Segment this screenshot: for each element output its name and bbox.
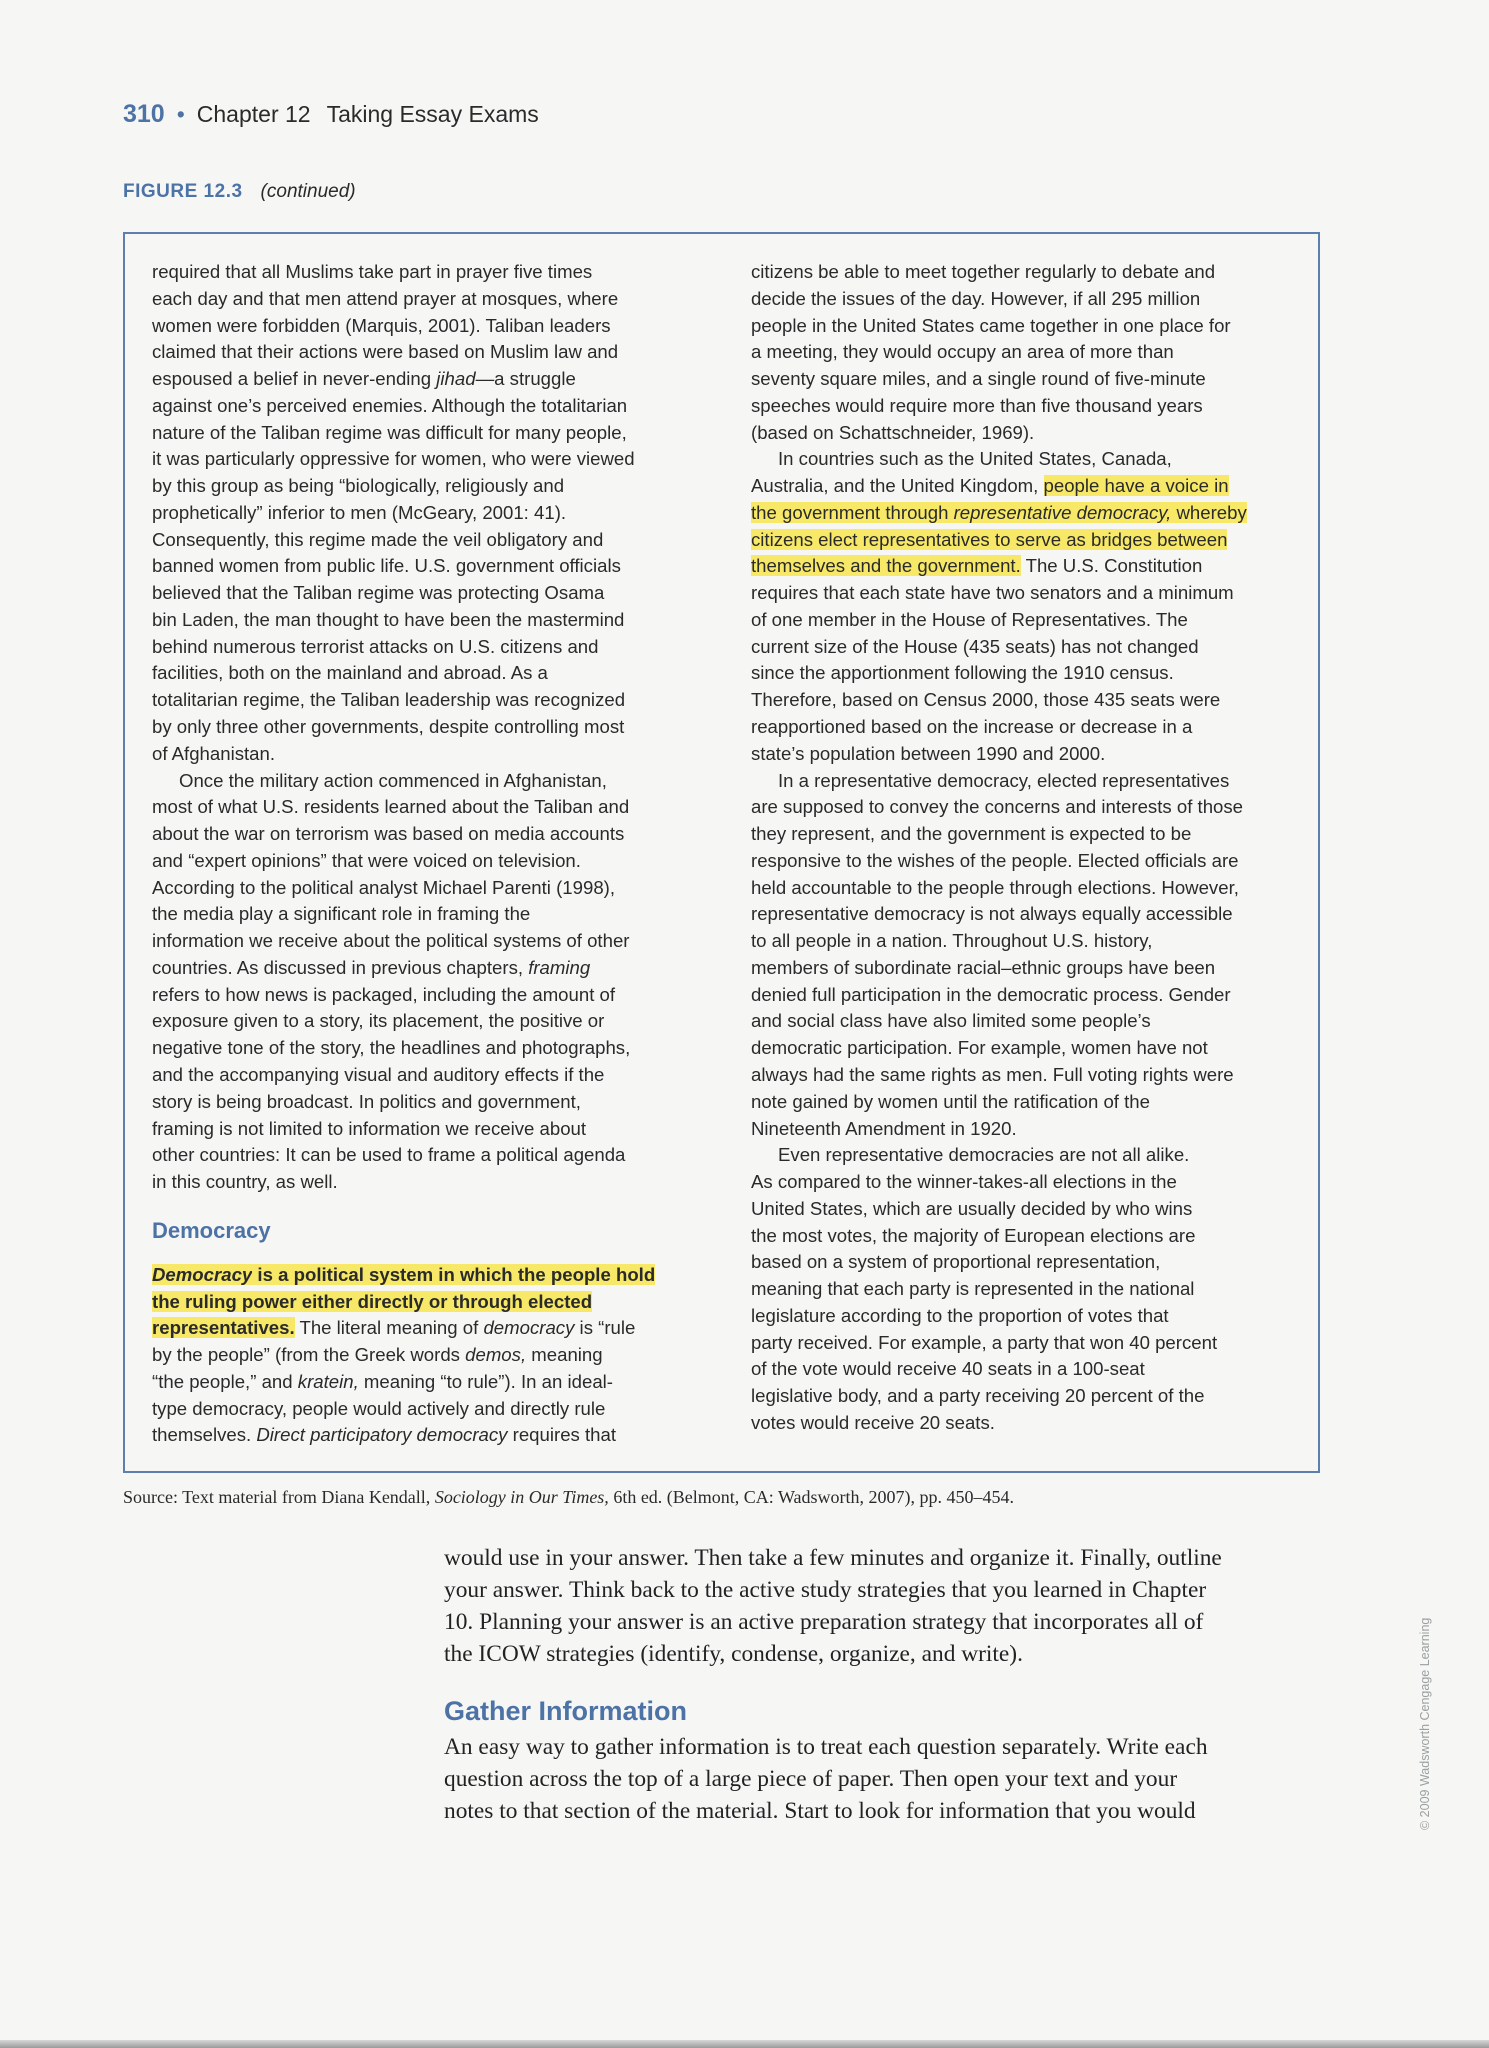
text-line	[751, 553, 1296, 580]
text-line	[152, 1396, 697, 1423]
text-segment: votes would receive 20 seats.	[751, 1411, 995, 1433]
text-line	[152, 848, 697, 875]
text-line	[152, 1369, 697, 1396]
text-segment: and the accompanying visual and auditory effects if the	[152, 1063, 605, 1085]
text-segment: since the apportionment following the 1910 census.	[751, 662, 1174, 684]
text-segment: they represent, and the government is expected to be	[751, 823, 1192, 845]
text-line	[152, 794, 697, 821]
text-line	[152, 928, 697, 955]
text-line	[751, 259, 1296, 286]
text-line	[751, 794, 1296, 821]
text-segment: based on a system of proportional representation,	[751, 1251, 1161, 1273]
text-segment: state’s population between 1990 and 2000.	[751, 742, 1106, 764]
left-column	[152, 259, 697, 1449]
running-header	[123, 100, 539, 129]
text-segment: other countries: It can be used to frame a political agenda	[152, 1144, 626, 1166]
text-segment: espoused a belief in never-ending	[152, 368, 437, 390]
left-column-lines-after	[152, 1262, 697, 1449]
text-segment: In countries such as the United States, Canada,	[778, 448, 1172, 470]
text-line	[751, 901, 1296, 928]
text-segment: of the vote would receive 40 seats in a 100-seat	[751, 1358, 1145, 1380]
text-segment: democratic participation. For example, women have not	[751, 1037, 1208, 1059]
text-line	[751, 500, 1296, 527]
text-line	[152, 1035, 697, 1062]
text-segment: the most votes, the majority of European elections are	[751, 1224, 1196, 1246]
text-line	[152, 1289, 697, 1316]
text-segment: An easy way to gather information is to treat each question separately. Write each	[444, 1734, 1208, 1760]
text-line	[751, 1089, 1296, 1116]
text-segment: Nineteenth Amendment in 1920.	[751, 1117, 1017, 1139]
text-segment: it was particularly oppressive for women, who were viewed	[152, 448, 635, 470]
text-line	[751, 634, 1296, 661]
highlighted-text: the ruling power either directly or through elected	[152, 1290, 593, 1312]
chapter-label: Chapter 12	[196, 101, 311, 127]
text-line	[751, 768, 1296, 795]
text-line	[751, 527, 1296, 554]
text-line	[751, 875, 1296, 902]
text-line	[751, 1356, 1296, 1383]
text-line	[152, 1142, 697, 1169]
text-segment: meaning “to rule”). In an ideal-	[358, 1370, 613, 1392]
text-segment: prophetically” inferior to men (McGeary, 2001: 41).	[152, 501, 567, 523]
text-segment: about the war on terrorism was based on media accounts	[152, 823, 625, 845]
right-column	[751, 259, 1296, 1437]
text-segment: totalitarian regime, the Taliban leadership was recognized	[152, 689, 626, 711]
text-line	[152, 768, 697, 795]
text-segment: —a struggle	[475, 368, 576, 390]
text-segment: your answer. Think back to the active study strategies that you learned in Chapter	[444, 1577, 1207, 1603]
text-segment: banned women from public life. U.S. government officials	[152, 555, 621, 577]
text-line	[152, 1116, 697, 1143]
text-line	[152, 1169, 697, 1196]
text-line	[152, 1422, 697, 1449]
text-line	[444, 1638, 1324, 1670]
text-segment: speeches would require more than five thousand years	[751, 394, 1203, 416]
highlighted-text: themselves and the government.	[751, 555, 1021, 577]
text-line	[751, 741, 1296, 768]
text-segment: “the people,” and	[152, 1370, 298, 1392]
source-book-title: Sociology in Our Times,	[434, 1487, 609, 1507]
text-segment: demos,	[465, 1344, 527, 1366]
text-segment: notes to that section of the material. Start to look for information that you would	[444, 1798, 1196, 1824]
text-line	[152, 580, 697, 607]
text-segment: a meeting, they would occupy an area of more than	[751, 341, 1174, 363]
text-segment: party received. For example, a party that won 40 percent	[751, 1331, 1218, 1353]
text-segment: Direct participatory democracy	[256, 1424, 508, 1446]
text-segment: negative tone of the story, the headlines and photographs,	[152, 1037, 631, 1059]
figure-caption	[123, 181, 356, 203]
text-line	[444, 1763, 1324, 1795]
text-line	[751, 1196, 1296, 1223]
text-segment: against one’s perceived enemies. Although the totalitarian	[152, 394, 628, 416]
highlighted-text: Democracy	[152, 1263, 253, 1285]
text-line	[444, 1731, 1324, 1763]
text-line	[152, 446, 697, 473]
text-segment: held accountable to the people through elections. However,	[751, 876, 1239, 898]
text-line	[152, 259, 697, 286]
section-heading-gather-information: Gather Information	[444, 1696, 688, 1726]
text-segment: representative democracy is not always equally accessible	[751, 903, 1233, 925]
text-segment: required that all Muslims take part in prayer five times	[152, 261, 593, 282]
text-line	[152, 339, 697, 366]
highlighted-text: citizens elect representatives to serve as bridges between	[751, 528, 1228, 550]
text-segment: nature of the Taliban regime was difficult for many people,	[152, 421, 627, 443]
highlighted-text: representative democracy,	[953, 501, 1172, 523]
text-segment: requires that	[507, 1424, 617, 1446]
text-line	[751, 982, 1296, 1009]
scan-edge	[0, 2040, 1489, 2048]
text-segment: to all people in a nation. Throughout U.S. history,	[751, 930, 1153, 952]
text-line	[152, 660, 697, 687]
text-segment: legislative body, and a party receiving 20 percent of the	[751, 1385, 1205, 1407]
highlighted-text: representatives.	[152, 1317, 295, 1339]
text-line	[751, 1330, 1296, 1357]
text-segment: of one member in the House of Representatives. The	[751, 608, 1188, 630]
text-line	[152, 1315, 697, 1342]
text-segment: behind numerous terrorist attacks on U.S. citizens and	[152, 635, 599, 657]
text-segment: themselves.	[152, 1424, 257, 1446]
figure-label: FIGURE 12.3	[123, 181, 243, 202]
text-segment: (based on Schattschneider, 1969).	[751, 421, 1035, 443]
text-line	[751, 393, 1296, 420]
text-line	[152, 1062, 697, 1089]
text-line	[751, 446, 1296, 473]
page-number: 310	[123, 100, 165, 128]
text-segment: requires that each state have two senators and a minimum	[751, 582, 1234, 604]
section-heading-democracy: Democracy	[152, 1217, 271, 1243]
text-segment: is “rule	[574, 1317, 636, 1339]
text-line	[751, 366, 1296, 393]
text-segment: framing is not limited to information we receive about	[152, 1117, 587, 1139]
text-segment: legislature according to the proportion of votes that	[751, 1304, 1169, 1326]
text-segment: the media play a significant role in framing the	[152, 903, 531, 925]
text-line	[152, 366, 697, 393]
text-line	[444, 1574, 1324, 1606]
text-line	[751, 313, 1296, 340]
figure-status: (continued)	[260, 181, 356, 202]
text-segment: decide the issues of the day. However, if all 295 million	[751, 287, 1201, 309]
text-segment: Therefore, based on Census 2000, those 435 seats were	[751, 689, 1221, 711]
text-line	[751, 955, 1296, 982]
highlighted-text: is a political system in which the people hold	[252, 1263, 656, 1285]
text-line	[152, 901, 697, 928]
text-segment: framing	[528, 956, 591, 978]
text-segment: reapportioned based on the increase or decrease in a	[751, 716, 1193, 738]
text-segment: Consequently, this regime made the veil obligatory and	[152, 528, 604, 550]
text-segment: jihad	[436, 368, 476, 390]
text-line	[152, 741, 697, 768]
highlighted-text: the government through	[751, 501, 954, 523]
right-column-lines	[751, 259, 1296, 1437]
text-line	[751, 1008, 1296, 1035]
source-prefix: Source: Text material from Diana Kendall,	[123, 1487, 435, 1507]
text-line	[152, 687, 697, 714]
body-text-bottom	[444, 1731, 1324, 1827]
text-line	[751, 1223, 1296, 1250]
text-line	[751, 660, 1296, 687]
text-line	[751, 821, 1296, 848]
text-segment: story is being broadcast. In politics and government,	[152, 1090, 581, 1112]
highlighted-text: people have a voice in	[1043, 475, 1229, 497]
text-line	[152, 982, 697, 1009]
text-segment: exposure given to a story, its placement, the positive or	[152, 1010, 605, 1032]
chapter-title: Taking Essay Exams	[326, 101, 539, 127]
text-segment: and social class have also limited some people’s	[751, 1010, 1151, 1032]
text-segment: meaning	[526, 1344, 603, 1366]
text-segment: the ICOW strategies (identify, condense, organize, and write).	[444, 1641, 1023, 1667]
text-segment: bin Laden, the man thought to have been the mastermind	[152, 608, 625, 630]
text-line	[751, 580, 1296, 607]
text-segment: current size of the House (435 seats) has not changed	[751, 635, 1199, 657]
text-segment: by this group as being “biologically, religiously and	[152, 475, 565, 497]
text-line	[152, 1008, 697, 1035]
text-segment: Once the military action commenced in Afghanistan,	[179, 769, 607, 791]
text-segment: facilities, both on the mainland and abroad. As a	[152, 662, 548, 684]
figure-box	[123, 232, 1320, 1473]
text-line	[751, 1249, 1296, 1276]
text-segment: responsive to the wishes of the people. Elected officials are	[751, 849, 1239, 871]
text-segment: believed that the Taliban regime was protecting Osama	[152, 582, 605, 604]
text-segment: According to the political analyst Michael Parenti (1998),	[152, 876, 616, 898]
highlighted-text: whereby	[1171, 501, 1247, 523]
text-segment: denied full participation in the democratic process. Gender	[751, 983, 1231, 1005]
text-segment: In a representative democracy, elected representatives	[778, 769, 1230, 791]
bullet: •	[176, 101, 185, 127]
text-segment: countries. As discussed in previous chapters,	[152, 956, 529, 978]
text-line	[152, 821, 697, 848]
text-line	[444, 1542, 1324, 1574]
text-segment: democracy	[483, 1317, 575, 1339]
text-segment: by only three other governments, despite controlling most	[152, 716, 625, 738]
text-segment: claimed that their actions were based on Muslim law and	[152, 341, 619, 363]
text-line	[152, 634, 697, 661]
text-segment: people in the United States came together in one place for	[751, 314, 1231, 336]
text-line	[751, 420, 1296, 447]
text-line	[152, 420, 697, 447]
text-segment: and “expert opinions” that were voiced on television.	[152, 849, 581, 871]
text-line	[751, 339, 1296, 366]
text-line	[152, 1262, 697, 1289]
left-column-lines	[152, 259, 697, 1196]
source-suffix: 6th ed. (Belmont, CA: Wadsworth, 2007), pp. 450–454.	[608, 1487, 1015, 1507]
text-line	[152, 1089, 697, 1116]
text-segment: women were forbidden (Marquis, 2001). Taliban leaders	[152, 314, 611, 336]
text-line	[751, 1383, 1296, 1410]
text-segment: United States, which are usually decided by who wins	[751, 1197, 1193, 1219]
copyright-notice: © 2009 Wadsworth Cengage Learning	[1418, 1617, 1432, 1830]
text-line	[152, 875, 697, 902]
text-segment: by the people” (from the Greek words	[152, 1344, 466, 1366]
text-segment: seventy square miles, and a single round of five-minute	[751, 368, 1206, 390]
text-line	[152, 714, 697, 741]
text-segment: information we receive about the political systems of other	[152, 930, 630, 952]
text-segment: 10. Planning your answer is an active preparation strategy that incorporates all of	[444, 1609, 1204, 1635]
text-segment: kratein,	[297, 1370, 359, 1392]
text-segment: type democracy, people would actively and directly rule	[152, 1397, 606, 1419]
text-line	[751, 1169, 1296, 1196]
text-line	[751, 1303, 1296, 1330]
text-line	[751, 607, 1296, 634]
text-segment: meaning that each party is represented in the national	[751, 1278, 1195, 1300]
text-line	[751, 1410, 1296, 1437]
text-line	[152, 313, 697, 340]
text-segment: always had the same rights as men. Full voting rights were	[751, 1063, 1234, 1085]
text-segment: members of subordinate racial–ethnic groups have been	[751, 956, 1216, 978]
text-segment: Even representative democracies are not all alike.	[778, 1144, 1190, 1166]
text-line	[751, 928, 1296, 955]
text-segment: most of what U.S. residents learned about the Taliban and	[152, 796, 630, 818]
text-segment: each day and that men attend prayer at mosques, where	[152, 287, 619, 309]
text-line	[751, 1276, 1296, 1303]
body-text-top	[444, 1542, 1324, 1670]
text-line	[152, 1342, 697, 1369]
text-segment: question across the top of a large piece of paper. Then open your text and your	[444, 1766, 1178, 1792]
source-citation	[123, 1487, 1014, 1508]
text-line	[751, 1035, 1296, 1062]
text-segment: The literal meaning of	[294, 1317, 484, 1339]
text-line	[751, 473, 1296, 500]
text-line	[152, 955, 697, 982]
text-segment: would use in your answer. Then take a few minutes and organize it. Finally, outline	[444, 1545, 1222, 1571]
text-segment: are supposed to convey the concerns and interests of those	[751, 796, 1244, 818]
text-segment: refers to how news is packaged, including the amount of	[152, 983, 616, 1005]
text-segment: Australia, and the United Kingdom,	[751, 475, 1044, 497]
text-line	[444, 1795, 1324, 1827]
text-segment: citizens be able to meet together regularly to debate and	[751, 261, 1216, 282]
text-line	[751, 1142, 1296, 1169]
text-line	[751, 1062, 1296, 1089]
text-segment: The U.S. Constitution	[1020, 555, 1203, 577]
text-line	[751, 1116, 1296, 1143]
text-line	[152, 393, 697, 420]
text-line	[444, 1606, 1324, 1638]
text-line	[152, 607, 697, 634]
text-line	[152, 473, 697, 500]
text-line	[152, 500, 697, 527]
text-line	[751, 687, 1296, 714]
text-segment: note gained by women until the ratification of the	[751, 1090, 1150, 1112]
text-line	[152, 527, 697, 554]
text-line	[751, 848, 1296, 875]
text-line	[751, 286, 1296, 313]
text-line	[152, 553, 697, 580]
text-line	[152, 286, 697, 313]
text-segment: in this country, as well.	[152, 1171, 338, 1193]
text-segment: As compared to the winner-takes-all elections in the	[751, 1171, 1177, 1193]
text-line	[751, 714, 1296, 741]
text-segment: of Afghanistan.	[152, 742, 276, 764]
